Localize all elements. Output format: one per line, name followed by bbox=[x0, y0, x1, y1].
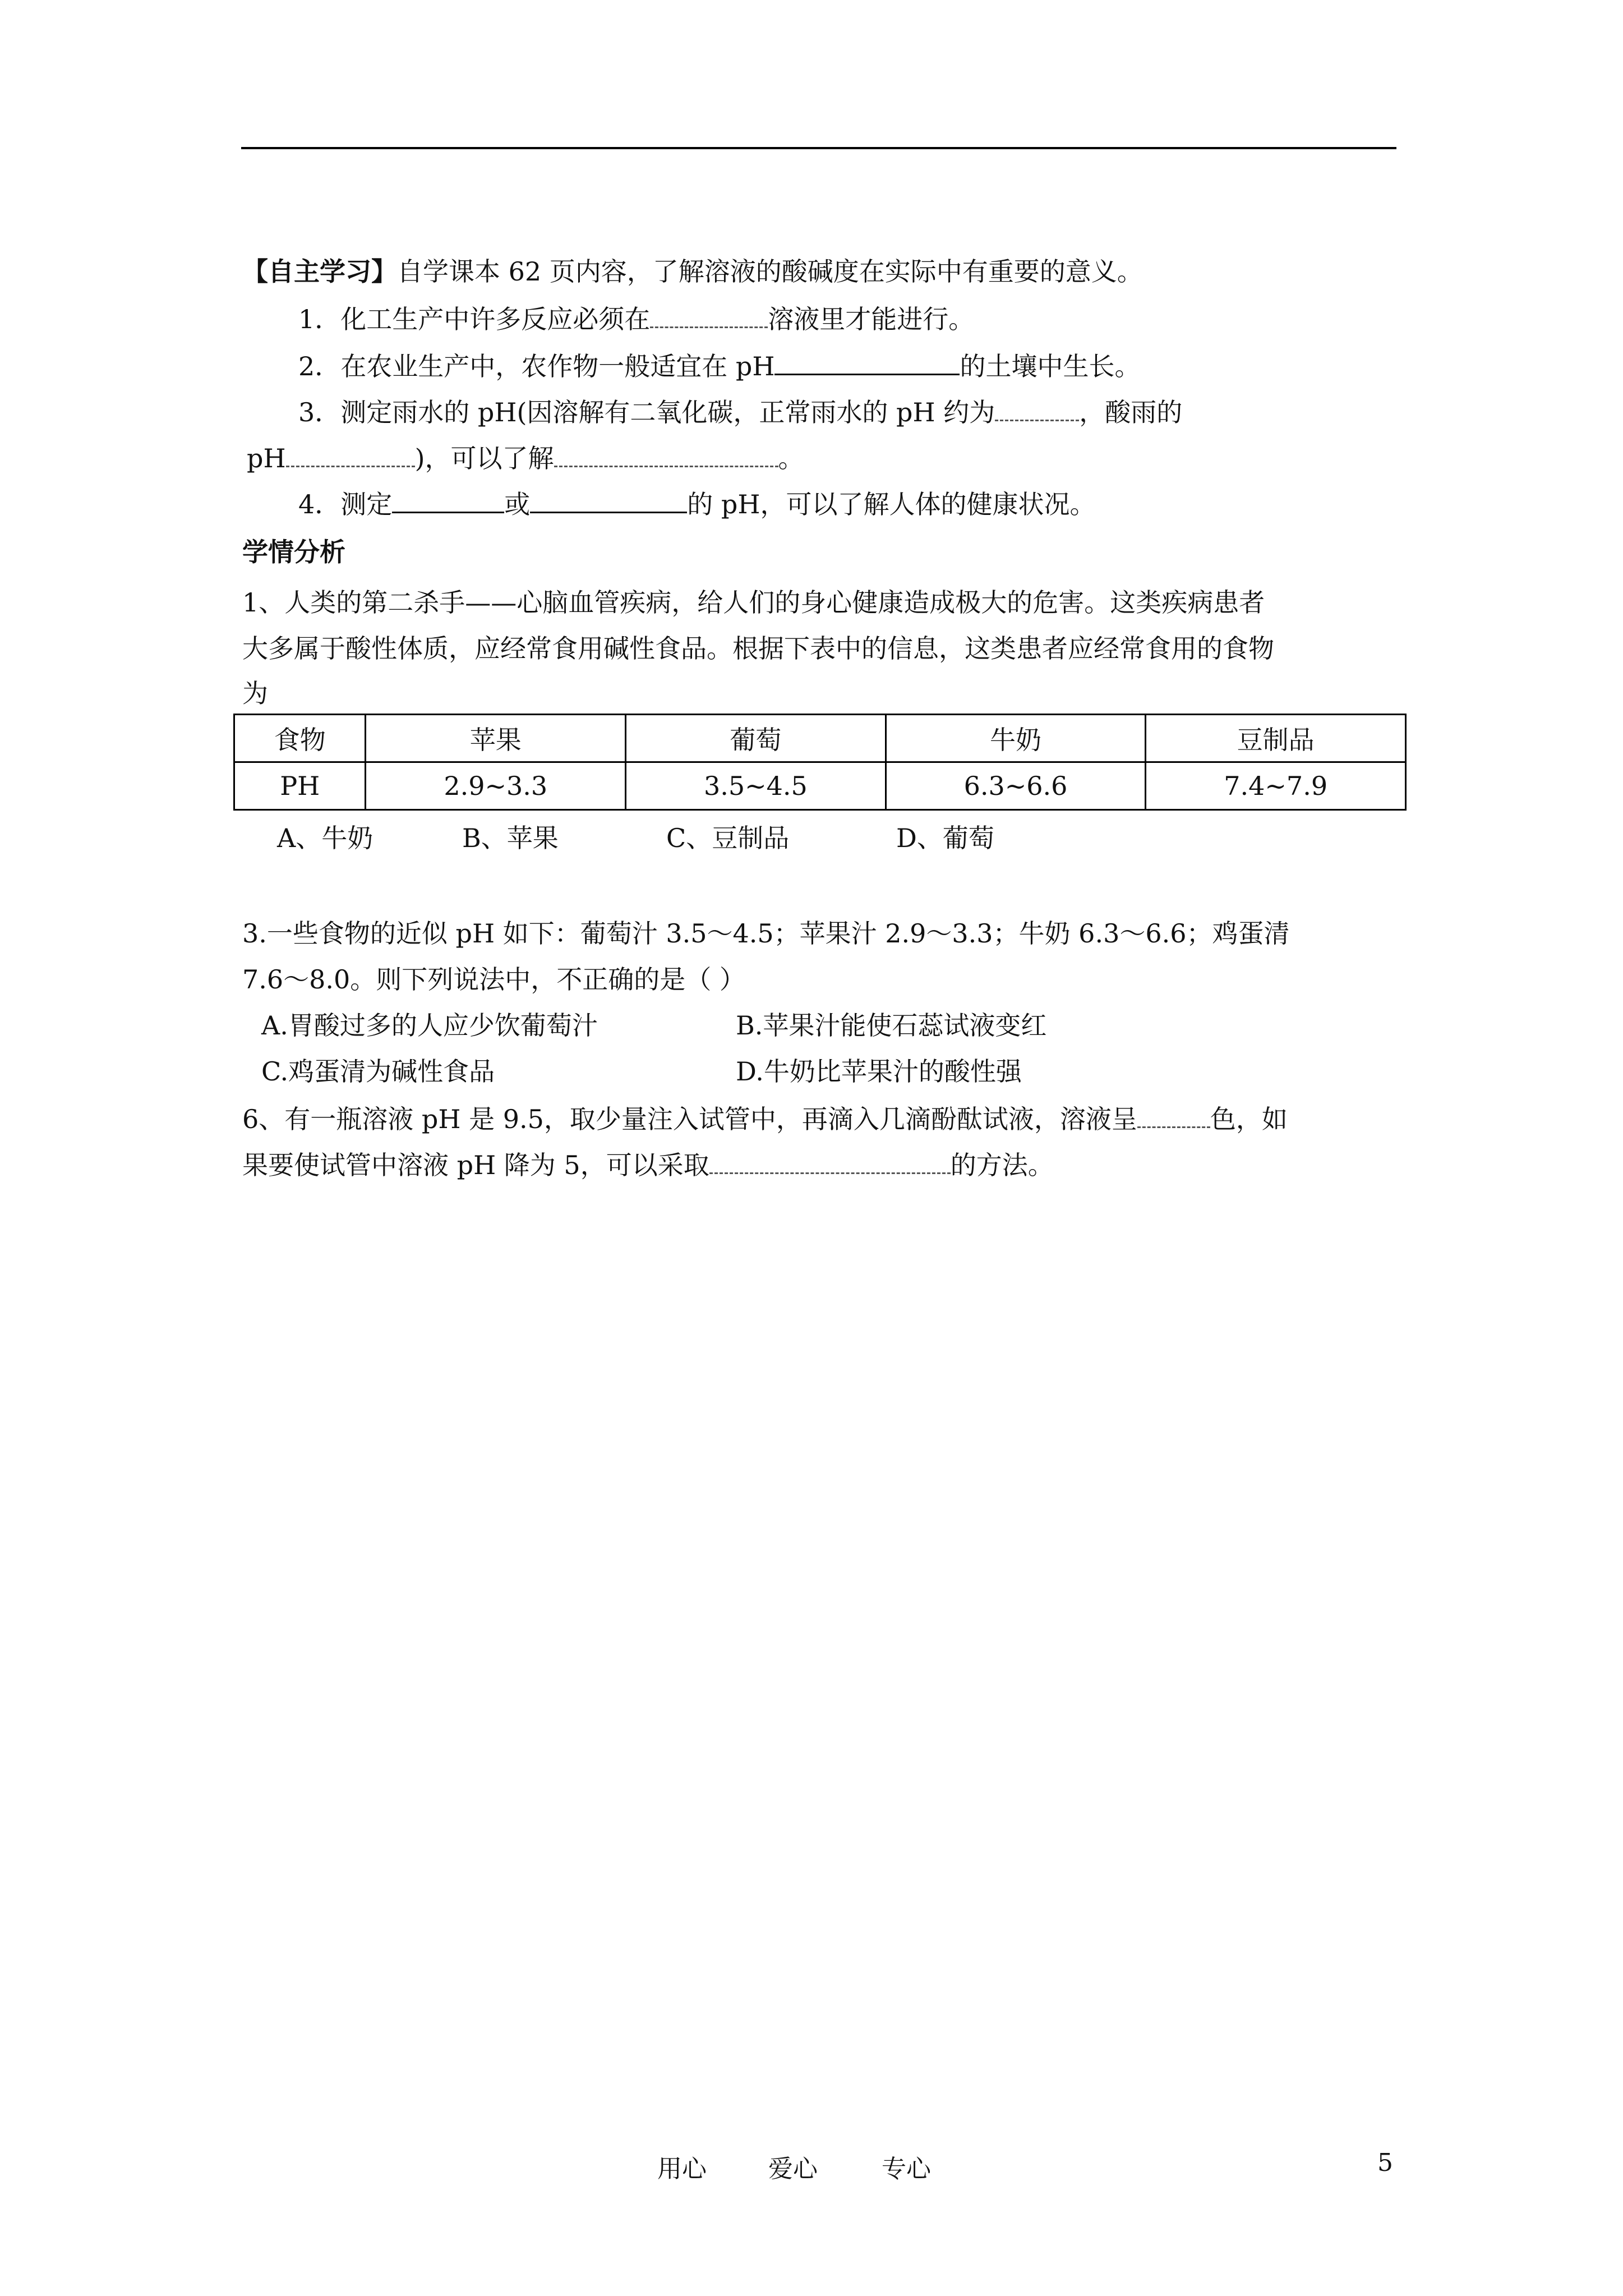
item-2-text-a: 2．在农业生产中，农作物一般适宜在 pH bbox=[298, 351, 775, 381]
intro-text: 自学课本 62 页内容，了解溶液的酸碱度在实际中有重要的意义。 bbox=[397, 256, 1143, 287]
question-6-line-1 bbox=[242, 1102, 1288, 1135]
item-2 bbox=[298, 349, 1140, 382]
item-1-text-b: 溶液里才能进行。 bbox=[768, 304, 975, 334]
table-cell: 6.3~6.6 bbox=[886, 762, 1146, 810]
table-cell: 豆制品 bbox=[1146, 715, 1406, 762]
item-2-text-b: 的土壤中生长。 bbox=[960, 351, 1141, 381]
intro-label: 【自主学习】 bbox=[242, 256, 397, 287]
question-3-option-c: C.鸡蛋清为碱性食品 bbox=[261, 1056, 495, 1087]
item-4-text-b: 或 bbox=[504, 489, 531, 519]
item-1-text-a: 1．化工生产中许多反应必须在 bbox=[298, 304, 651, 334]
question-1-line-3: 为 bbox=[242, 678, 268, 708]
page-number: 5 bbox=[1377, 2148, 1393, 2177]
answer-blank[interactable] bbox=[392, 487, 504, 513]
item-4-text-a: 4．测定 bbox=[298, 489, 393, 519]
question-1-line-1: 1、人类的第二杀手——心脑血管疾病，给人们的身心健康造成极大的危害。这类疾病患者 bbox=[242, 587, 1265, 618]
item-3-text-c: pH bbox=[247, 443, 286, 473]
option-c: C、豆制品 bbox=[666, 823, 790, 853]
table-cell: 牛奶 bbox=[886, 715, 1146, 762]
table-cell: 葡萄 bbox=[626, 715, 886, 762]
option-a: A、牛奶 bbox=[277, 823, 374, 853]
answer-blank[interactable] bbox=[709, 1148, 951, 1174]
item-3-line-2 bbox=[247, 441, 804, 474]
answer-blank[interactable] bbox=[650, 302, 768, 328]
table-cell: 2.9~3.3 bbox=[366, 762, 626, 810]
question-3-option-d: D.牛奶比苹果汁的酸性强 bbox=[736, 1056, 1022, 1087]
footer-motto-2: 爱心 bbox=[768, 2155, 818, 2183]
question-6-text-d: 的方法。 bbox=[950, 1150, 1054, 1180]
item-3-line-1 bbox=[298, 395, 1182, 428]
table-cell: 食物 bbox=[234, 715, 366, 762]
answer-blank[interactable] bbox=[1137, 1102, 1210, 1128]
answer-blank[interactable] bbox=[774, 349, 960, 375]
question-6-line-2 bbox=[242, 1148, 1054, 1181]
item-4 bbox=[298, 487, 1095, 520]
table-cell: PH bbox=[234, 762, 366, 810]
table-header-row bbox=[234, 715, 1406, 762]
header-rule bbox=[241, 147, 1396, 149]
question-6-text-b: 色，如 bbox=[1210, 1104, 1288, 1134]
item-1 bbox=[298, 302, 974, 335]
item-3-text-d: )，可以了解 bbox=[414, 443, 554, 473]
table-cell: 3.5~4.5 bbox=[626, 762, 886, 810]
intro-line bbox=[242, 256, 1143, 287]
question-3-option-a: A.胃酸过多的人应少饮葡萄汁 bbox=[261, 1010, 598, 1041]
footer-motto-3: 专心 bbox=[882, 2155, 931, 2183]
option-d: D、葡萄 bbox=[896, 823, 994, 853]
question-6-text-a: 6、有一瓶溶液 pH 是 9.5，取少量注入试管中，再滴入几滴酚酞试液，溶液呈 bbox=[242, 1104, 1137, 1134]
question-3-line-2: 7.6～8.0。则下列说法中，不正确的是（ ） bbox=[242, 964, 745, 995]
item-4-text-c: 的 pH，可以了解人体的健康状况。 bbox=[687, 489, 1096, 519]
answer-blank[interactable] bbox=[554, 441, 778, 467]
question-3-option-b: B.苹果汁能使石蕊试液变红 bbox=[736, 1010, 1047, 1041]
ph-table bbox=[233, 714, 1407, 811]
item-3-text-a: 3．测定雨水的 pH(因溶解有二氧化碳，正常雨水的 pH 约为 bbox=[298, 397, 995, 427]
question-3-line-1: 3.一些食物的近似 pH 如下：葡萄汁 3.5～4.5；苹果汁 2.9～3.3；牛奶 6.3～6.6；鸡蛋清 bbox=[242, 918, 1290, 949]
answer-blank[interactable] bbox=[995, 395, 1079, 421]
table-cell: 7.4~7.9 bbox=[1146, 762, 1406, 810]
table-row bbox=[234, 762, 1406, 810]
footer-motto-1: 用心 bbox=[657, 2155, 707, 2183]
answer-blank[interactable] bbox=[530, 487, 687, 513]
question-1-line-2: 大多属于酸性体质，应经常食用碱性食品。根据下表中的信息，这类患者应经常食用的食物 bbox=[242, 633, 1274, 664]
item-3-text-b: ，酸雨的 bbox=[1079, 397, 1183, 427]
section-title: 学情分析 bbox=[242, 537, 345, 567]
item-3-text-e: 。 bbox=[778, 443, 804, 473]
answer-blank[interactable] bbox=[286, 441, 415, 467]
question-6-text-c: 果要使试管中溶液 pH 降为 5，可以采取 bbox=[242, 1150, 709, 1180]
table-cell: 苹果 bbox=[366, 715, 626, 762]
option-b: B、苹果 bbox=[462, 823, 559, 853]
